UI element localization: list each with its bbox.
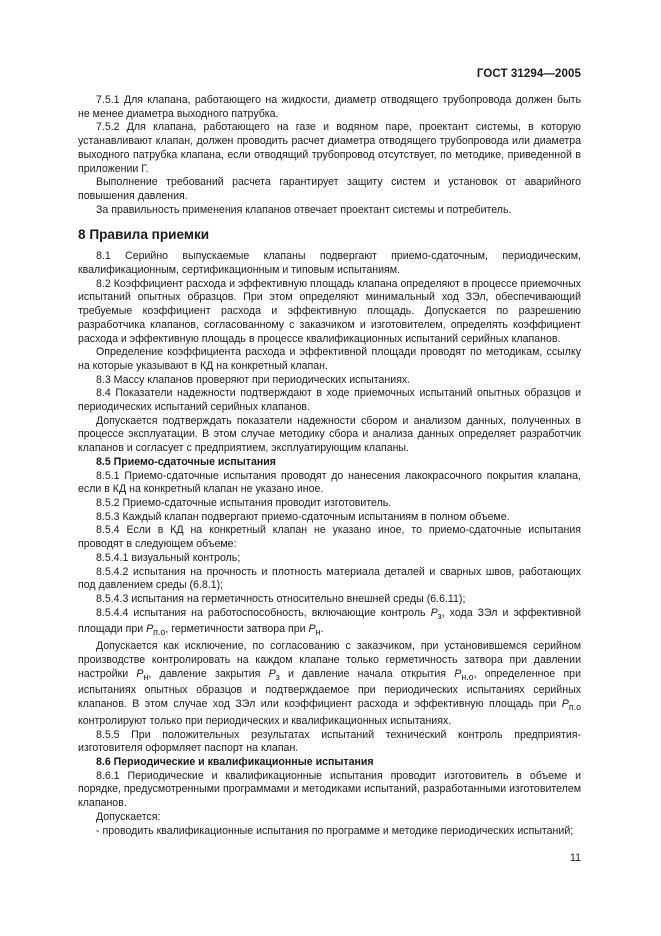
symbol: P bbox=[136, 667, 144, 680]
subscript: з bbox=[275, 671, 280, 682]
paragraph: 8.1 Серийно выпускаемые клапаны подвергают приемо-сдаточным, периодическим, квалификационным, сертификационным и типовым испытаниям. bbox=[78, 250, 581, 277]
symbol: P bbox=[268, 667, 276, 680]
text-run: контролируют только при периодических и квалификационных испытаниях. bbox=[78, 714, 452, 727]
paragraph: 8.5.3 Каждый клапан подвергают приемо-сдаточным испытаниям в полном объеме. bbox=[96, 510, 510, 523]
symbol: P bbox=[454, 667, 462, 680]
paragraph: 8.6.1 Периодические и квалификационные испытания проводит изготовитель в объеме и порядке, предусмотренными программами и методиками испытаний, разработанными изготовителем клапанов. bbox=[78, 769, 581, 810]
symbol: P bbox=[561, 698, 569, 711]
paragraph-with-symbols bbox=[78, 607, 581, 641]
paragraph: Допускается подтверждать показатели надежности сбором и анализом данных, полученных в процессе эксплуатации. В этом случае методику сбора и анализа данных определяет разработчик клапанов и согласует с предприятием, эксплуатирующим клапаны. bbox=[78, 414, 581, 455]
subscript: н.о bbox=[461, 671, 474, 682]
text-run: . bbox=[320, 623, 324, 636]
paragraph-with-symbols bbox=[78, 640, 581, 728]
paragraph: 7.5.1 Для клапана, работающего на жидкости, диаметр отводящего трубопровода должен быть не менее диаметра выходного патрубка. bbox=[78, 94, 581, 120]
paragraph: За правильность применения клапанов отвечает проектант системы и потребитель. bbox=[96, 203, 512, 216]
subscript: п.о bbox=[568, 702, 581, 713]
paragraph: 8.5.2 Приемо-сдаточные испытания проводит изготовитель. bbox=[96, 496, 392, 509]
symbol: P bbox=[308, 623, 316, 636]
text-run: и давление начала открытия bbox=[279, 667, 455, 680]
paragraph: 8.5.4.1 визуальный контроль; bbox=[96, 551, 241, 564]
paragraph: 8.5.1 Приемо-сдаточные испытания проводят до нанесения лакокрасочного покрытия клапана, если в КД на конкретный клапан не указано иное. bbox=[78, 469, 581, 496]
paragraph: 8.4 Показатели надежности подтверждают в ходе приемочных испытаний опытных образцов и периодических испытаний серийных клапанов. bbox=[78, 387, 581, 414]
symbol: P bbox=[430, 606, 438, 619]
text-run: Допускается как исключение, по согласованию с заказчиком, при установившемся серийном производстве контролировать на каждом клапане только герметичность затвора при давлении настройки bbox=[78, 640, 581, 680]
text-run: , герметичности затвора при bbox=[165, 623, 309, 636]
text-run: 8.5.4.4 испытания на работоспособность, включающие контроль bbox=[96, 606, 431, 619]
subscript: н bbox=[315, 627, 321, 638]
paragraph: 8.5.4.2 испытания на прочность и плотность материала деталей и сварных швов, работающих под давлением среды (6.8.1); bbox=[78, 565, 581, 592]
subscript: п.о bbox=[153, 627, 166, 638]
standard-header: ГОСТ 31294—2005 bbox=[476, 68, 581, 80]
paragraph: 8.5.4 Если в КД на конкретный клапан не указано иное, то приемо-сдаточные испытания проводят в следующем объеме: bbox=[78, 524, 581, 551]
text-run: , хода ЗЭл и эффективной площади при bbox=[78, 606, 581, 636]
subscript: з bbox=[437, 610, 442, 621]
paragraph: Определение коэффициента расхода и эффективной площади проводят по методикам, ссылку на которые указывают в КД на конкретный клапан. bbox=[78, 346, 581, 372]
paragraph: Допускается: bbox=[96, 810, 161, 823]
paragraph: 7.5.2 Для клапана, работающего на газе и водяном паре, проектант системы, в которую устанавливают клапан, должен проводить расчет диаметра отводящего трубопровода или диаметра выходного патрубка клапана, если отводящий трубопровод отсутствует, по методике, приведенной в приложении Г. bbox=[78, 121, 581, 175]
subsection-heading: 8.6 Периодические и квалификационные испытания bbox=[96, 756, 374, 769]
paragraph: 8.5.5 При положительных результатах испытаний технический контроль предприятия-изготовителя оформляет паспорт на клапан. bbox=[78, 728, 581, 755]
subscript: н bbox=[143, 671, 149, 682]
document-body bbox=[78, 94, 581, 838]
text-run: , давление закрытия bbox=[148, 667, 269, 680]
paragraph: 8.5.4.3 испытания на герметичность относительно внешней среды (6.6.11); bbox=[96, 592, 466, 605]
paragraph: 8.2 Коэффициент расхода и эффективную площадь клапана определяют в процессе приемочных испытаний опытных образцов. При этом определяют минимальный ход ЗЭл, обеспечивающий требуемые коэффициент расхода и эффективную площадь. Допускается по разрешению разработчика клапанов, согласованному с заказчиком и изготовителем, определять коэффициент расхода и эффективную площадь в процессе квалификационных испытаний серийных клапанов. bbox=[78, 277, 581, 345]
paragraph: - проводить квалификационные испытания по программе и методике периодических испытаний; bbox=[96, 824, 574, 837]
subsection-heading: 8.5 Приемо-сдаточные испытания bbox=[96, 455, 276, 468]
section-heading: 8 Правила приемки bbox=[78, 227, 210, 243]
paragraph: Выполнение требований расчета гарантирует защиту систем и установок от аварийного повышения давления. bbox=[78, 176, 581, 202]
page-number: 11 bbox=[570, 852, 581, 864]
paragraph: 8.3 Массу клапанов проверяют при периодических испытаниях. bbox=[96, 373, 411, 386]
symbol: P bbox=[146, 623, 154, 636]
text-run: , определенное при испытаниях опытных образцов и подтверждаемое при периодических испытаниях серийных клапанов. В этом случае ход ЗЭл или коэффициент расхода и эффективную площадь при bbox=[78, 667, 581, 711]
